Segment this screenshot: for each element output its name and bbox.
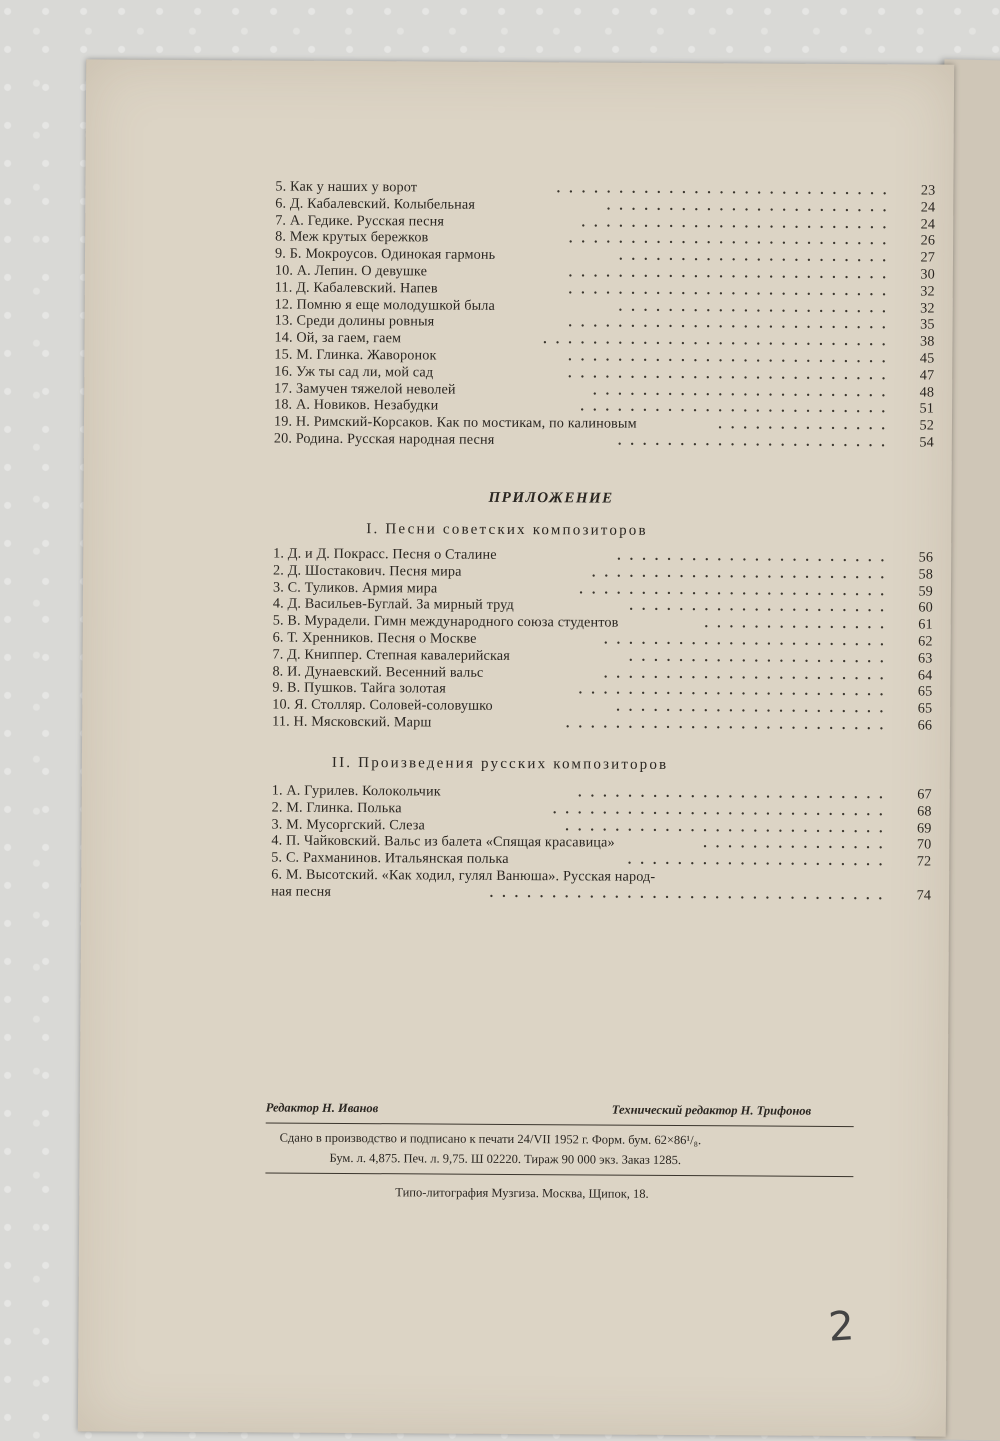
leader-dots: .......................... — [568, 348, 894, 367]
toc-entry-title: 13. Среди долины ровныя — [275, 313, 435, 331]
toc-row — [271, 883, 931, 904]
toc-entry-page: 64 — [902, 667, 932, 684]
toc-entry-page: 74 — [901, 887, 931, 904]
leader-dots: .......................... — [568, 365, 894, 384]
toc-entry-title: 2. М. Глинка. Полька — [272, 799, 402, 817]
toc-entry-page: 65 — [902, 701, 932, 718]
toc-entry-page: 58 — [903, 566, 933, 583]
toc-entry-title: 3. М. Мусоргский. Слеза — [271, 816, 424, 834]
toc-entry-title: 16. Уж ты сад ли, мой сад — [274, 363, 433, 381]
leader-dots: ......................... — [579, 581, 893, 600]
leader-dots: ....................... — [604, 632, 893, 651]
leader-dots: .......................... — [568, 315, 894, 334]
toc-entry-page: 65 — [902, 684, 932, 701]
toc-entry-title: 4. Д. Васильев-Буглай. За мирный труд — [273, 596, 514, 614]
leader-dots: ...................... — [617, 548, 893, 566]
toc-entry-page: 66 — [902, 717, 932, 734]
toc-entry-title: 5. В. Мурадели. Гимн международного союза студентов — [273, 613, 619, 632]
toc-entry-page: 56 — [903, 549, 933, 566]
toc-entry-title: 7. Д. Книппер. Степная кавалерийская — [273, 646, 510, 664]
toc-entry-page: 67 — [902, 786, 932, 803]
toc-entry-title: 7. А. Гедике. Русская песня — [275, 212, 444, 230]
toc-entry-title: 14. Ой, за гаем, гаем — [274, 330, 401, 348]
toc-entry-page: 63 — [903, 650, 933, 667]
toc-entry-page: 32 — [905, 300, 935, 317]
toc-entry-title: 1. Д. и Д. Покрасс. Песня о Сталине — [273, 546, 497, 564]
toc-entry-title: ная песня — [271, 883, 331, 900]
leader-dots: ...................... — [619, 298, 895, 316]
toc-entry-title: 6. Т. Хренников. Песня о Москве — [273, 629, 477, 647]
leader-dots: ...................... — [619, 248, 895, 266]
toc-entry-page: 48 — [904, 384, 934, 401]
leader-dots: ...................... — [616, 699, 892, 717]
leader-dots: ....................... — [607, 197, 896, 216]
toc-entry-page: 72 — [901, 854, 931, 871]
appendix-heading: ПРИЛОЖЕНИЕ — [488, 490, 613, 508]
book-page — [78, 59, 954, 1436]
toc-entry-page: 26 — [905, 233, 935, 250]
leader-dots: .......................... — [569, 231, 895, 250]
leader-dots: ......................... — [579, 682, 893, 701]
toc-entry-title: 11. Н. Мясковский. Марш — [272, 713, 431, 731]
leader-dots: ................................ — [490, 885, 892, 904]
imprint-bottom-rule — [265, 1172, 853, 1177]
toc-entry-page: 69 — [901, 820, 931, 837]
toc-entry-page: 38 — [904, 334, 934, 351]
toc-entry-title: 20. Родина. Русская народная песня — [274, 430, 495, 448]
toc-entry-page: 68 — [902, 803, 932, 820]
leader-dots: ..................... — [629, 598, 893, 616]
leader-dots: ........................ — [592, 564, 893, 583]
toc-entry-page: 24 — [905, 216, 935, 233]
leader-dots: ....................... — [604, 665, 893, 684]
toc-section1-list — [272, 546, 933, 735]
handwritten-note: 2 — [827, 1303, 855, 1351]
toc-entry-title: 1. А. Гурилев. Колокольчик — [272, 783, 441, 801]
toc-entry-title: 5. Как у наших у ворот — [275, 179, 417, 197]
leader-dots: ..................... — [628, 852, 892, 870]
leader-dots: ......................... — [580, 399, 894, 418]
toc-entry-title: 6. Д. Кабалевский. Колыбельная — [275, 195, 475, 213]
leader-dots: .............. — [718, 416, 894, 434]
toc-section2-list — [271, 783, 932, 905]
imprint-top-rule — [266, 1122, 854, 1127]
toc-entry-title: 11. Д. Кабалевский. Напев — [275, 279, 438, 297]
toc-entry-page: 47 — [904, 367, 934, 384]
imprint-line-3: Типо-литография Музгиза. Москва, Щипок, 18. — [395, 1185, 649, 1202]
toc-entry-title: 15. М. Глинка. Жаворонок — [274, 346, 436, 364]
toc-entry-title: 17. Замучен тяжелой неволей — [274, 380, 456, 398]
leader-dots: .......................... — [565, 818, 891, 837]
leader-dots: ........................ — [593, 382, 894, 401]
leader-dots: ............................ — [543, 331, 894, 350]
leader-dots: ...................... — [618, 433, 894, 451]
toc-entry-title: 5. С. Рахманинов. Итальянская полька — [271, 850, 508, 868]
leader-dots: .......................... — [569, 281, 895, 300]
toc-row — [272, 713, 932, 734]
toc-entry-page: 51 — [904, 401, 934, 418]
leader-dots: ......................... — [578, 784, 892, 803]
leader-dots: ............... — [705, 615, 893, 633]
toc-entry-title: 19. Н. Римский-Корсаков. Как по мостикам, по калиновым — [274, 414, 637, 433]
leader-dots: ........................... — [553, 801, 892, 820]
toc-entry-title: 10. А. Лепин. О девушке — [275, 263, 427, 281]
toc-entry-title: 4. П. Чайковский. Вальс из балета «Спящая красавица» — [271, 833, 614, 852]
toc-entry-page: 59 — [903, 583, 933, 600]
toc-entry-page: 70 — [901, 837, 931, 854]
leader-dots: .......................... — [569, 264, 895, 283]
toc-entry-title: 6. М. Высотский. «Как ходил, гулял Ванюша». Русская народ- — [271, 866, 655, 885]
toc-entry-page: 27 — [905, 250, 935, 267]
section2-heading: II. Произведения русских композиторов — [332, 755, 669, 774]
toc-entry-page: 54 — [904, 434, 934, 451]
leader-dots: ........................... — [557, 180, 896, 199]
leader-dots: ......................... — [581, 214, 895, 233]
toc-entry-title: 2. Д. Шостакович. Песня мира — [273, 562, 462, 580]
toc-entry-title: 9. В. Пушков. Тайга золотая — [272, 680, 446, 698]
toc-entry-title: 10. Я. Столляр. Соловей-соловушко — [272, 697, 493, 715]
toc-entry-page: 60 — [903, 600, 933, 617]
toc-entry-page: 23 — [905, 182, 935, 199]
toc-entry-title: 18. А. Новиков. Незабудки — [274, 397, 438, 415]
toc-row — [274, 430, 934, 451]
imprint-line-1: Сдано в производство и подписано к печати 24/VII 1952 г. Форм. бум. 62×86¹/₈. — [280, 1131, 702, 1149]
toc-entry-page: 61 — [903, 617, 933, 634]
leader-dots: .......................... — [566, 715, 892, 734]
section1-heading: I. Песни советских композиторов — [366, 521, 648, 540]
toc-entry-page: 24 — [905, 199, 935, 216]
editor-credit: Редактор Н. Иванов — [266, 1100, 379, 1116]
toc-entry-page: 30 — [905, 266, 935, 283]
imprint-line-2: Бум. л. 4,875. Печ. л. 9,75. Ш 02220. Тираж 90 000 экз. Заказ 1285. — [329, 1151, 681, 1168]
toc-entry-page: 52 — [904, 418, 934, 435]
toc-entry-title: 8. Меж крутых бережков — [275, 229, 428, 247]
toc-entry-page: 62 — [903, 633, 933, 650]
tech-editor-credit: Технический редактор Н. Трифонов — [612, 1103, 811, 1119]
toc-entry-page: 35 — [905, 317, 935, 334]
toc-entry-page: 32 — [905, 283, 935, 300]
leader-dots: ............... — [703, 836, 891, 854]
toc-main-list — [274, 179, 936, 452]
toc-entry-title: 9. Б. Мокроусов. Одинокая гармонь — [275, 246, 495, 264]
toc-entry-page: 45 — [904, 350, 934, 367]
leader-dots: ..................... — [629, 648, 893, 666]
toc-entry-title: 12. Помню я еще молодушкой была — [275, 296, 495, 314]
toc-entry-title: 3. С. Туликов. Армия мира — [273, 579, 437, 597]
toc-entry-title: 8. И. Дунаевский. Весенний вальс — [272, 663, 483, 681]
